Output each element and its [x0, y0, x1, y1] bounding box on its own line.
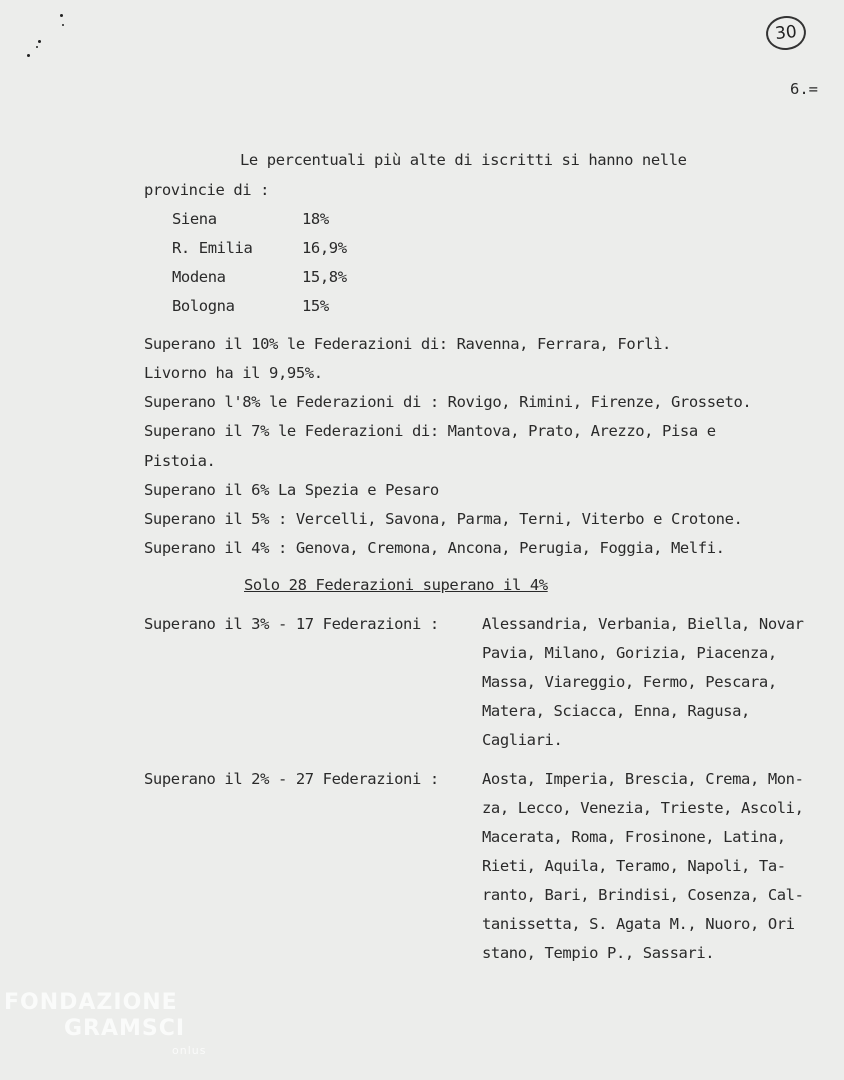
province-name: Siena [172, 210, 217, 228]
text-line: Superano il 6% La Spezia e Pesaro [144, 481, 439, 499]
province-name: R. Emilia [172, 239, 253, 257]
section-heading: Solo 28 Federazioni superano il 4% [244, 576, 548, 594]
group-2-line: Macerata, Roma, Frosinone, Latina, [482, 828, 786, 846]
group-3-label: Superano il 3% - 17 Federazioni : [144, 615, 439, 633]
intro-line-1: Le percentuali più alte di iscritti si hanno nelle [240, 151, 687, 169]
page-number: 6.= [790, 80, 818, 98]
group-2-line: za, Lecco, Venezia, Trieste, Ascoli, [482, 799, 804, 817]
watermark-line-1: FONDAZIONE [4, 990, 178, 1015]
group-2-line: Aosta, Imperia, Brescia, Crema, Mon- [482, 770, 804, 788]
province-pct: 18% [302, 210, 329, 228]
group-3-line: Matera, Sciacca, Enna, Ragusa, [482, 702, 750, 720]
watermark-line-2: GRAMSCI [64, 1016, 186, 1041]
province-pct: 16,9% [302, 239, 347, 257]
province-name: Modena [172, 268, 226, 286]
text-line: Superano il 5% : Vercelli, Savona, Parma, Terni, Viterbo e Crotone. [144, 510, 743, 528]
province-pct: 15% [302, 297, 329, 315]
group-3-line: Massa, Viareggio, Fermo, Pescara, [482, 673, 777, 691]
watermark-line-3: onlus [172, 1044, 207, 1057]
intro-line-2: provincie di : [144, 181, 270, 199]
group-3-line: Cagliari. [482, 731, 563, 749]
province-pct: 15,8% [302, 268, 347, 286]
group-2-label: Superano il 2% - 27 Federazioni : [144, 770, 439, 788]
text-line: Superano l'8% le Federazioni di : Rovigo, Rimini, Firenze, Grosseto. [144, 393, 752, 411]
group-3-line: Pavia, Milano, Gorizia, Piacenza, [482, 644, 777, 662]
province-name: Bologna [172, 297, 235, 315]
text-line: Superano il 7% le Federazioni di: Mantova, Prato, Arezzo, Pisa e [144, 422, 716, 440]
text-line: Pistoia. [144, 452, 216, 470]
group-2-line: Rieti, Aquila, Teramo, Napoli, Ta- [482, 857, 786, 875]
folio-number: 30 [764, 14, 807, 52]
group-2-line: tanissetta, S. Agata M., Nuoro, Ori [482, 915, 795, 933]
group-2-line: ranto, Bari, Brindisi, Cosenza, Cal- [482, 886, 804, 904]
text-line: Livorno ha il 9,95%. [144, 364, 323, 382]
group-2-line: stano, Tempio P., Sassari. [482, 944, 715, 962]
text-line: Superano il 4% : Genova, Cremona, Ancona, Perugia, Foggia, Melfi. [144, 539, 725, 557]
text-line: Superano il 10% le Federazioni di: Ravenna, Ferrara, Forlì. [144, 335, 671, 353]
group-3-line: Alessandria, Verbania, Biella, Novar [482, 615, 804, 633]
